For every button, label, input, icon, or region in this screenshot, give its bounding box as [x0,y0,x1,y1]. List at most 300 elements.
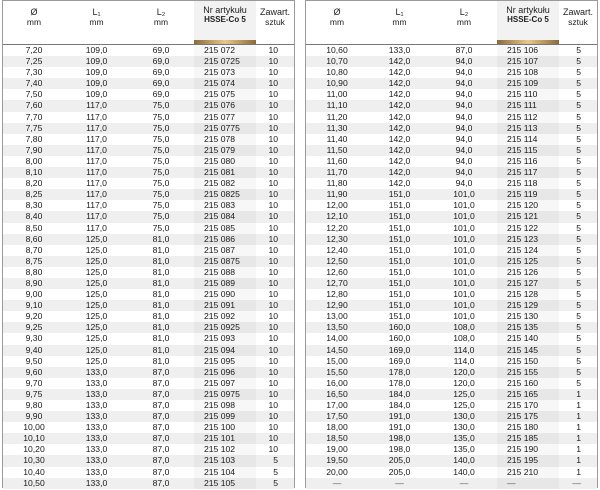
cell-diameter: 11,90 [326,189,348,200]
cell-l2: 101,0 [453,255,475,266]
cell-diameter: 11,50 [326,144,348,155]
table-row [3,444,294,455]
cell-qty: 10 [268,333,278,344]
cell-l1: 117,0 [86,144,107,155]
cell-l1: 125,0 [85,255,108,266]
cell-article: 215 072 [194,45,256,56]
cell-l2: 114,0 [453,355,475,366]
cell-article: 215 120 [497,200,559,211]
cell-l2: 87,0 [152,366,170,377]
cell-article: 215 115 [497,145,559,156]
cell-diameter: 15,00 [326,355,348,366]
cell-l1: 151,0 [388,311,411,322]
cell-diameter: 11,10 [326,100,348,111]
cell-l1: 178,0 [388,377,411,388]
cell-diameter: 11,80 [326,178,348,189]
header-l1-symbol: L₁ [92,7,101,17]
table-row [306,433,597,444]
cell-l1: 133,0 [388,45,411,55]
cell-l2: 101,0 [453,300,475,311]
table-row [3,478,294,489]
cell-l2: 75,0 [152,155,170,166]
cell-l1: 142,0 [388,178,411,189]
cell-l1: 125,0 [85,244,108,255]
table-row [3,411,294,422]
cell-qty: 1 [576,455,581,466]
cell-diameter: 9,10 [25,300,43,311]
cell-qty: 5 [576,289,581,300]
cell-l1: 117,0 [86,222,107,233]
cell-diameter: 13,50 [326,322,348,333]
cell-l1: 142,0 [388,167,411,178]
cell-diameter: 7,90 [25,144,43,155]
cell-article: — [497,478,559,489]
table-row [3,356,294,367]
table-row [3,200,294,211]
header-l2 [431,1,497,44]
cell-l1: 142,0 [388,111,411,122]
cell-l1: 133,0 [85,444,108,455]
cell-l2: 75,0 [152,100,170,111]
cell-l2: 94,0 [455,89,473,100]
cell-qty: 1 [576,433,581,444]
cell-article: 215 102 [194,444,256,455]
cell-qty: 5 [576,111,581,122]
cell-diameter: 15,50 [326,366,348,377]
cell-l1: 125,0 [85,355,108,366]
table-row [306,134,597,145]
cell-article: 215 0825 [194,189,256,200]
cell-l1: 117,0 [86,211,107,222]
cell-diameter: 10,50 [23,477,45,488]
cell-article: 215 0975 [194,389,256,400]
cell-qty: 5 [576,89,581,100]
cell-qty: 10 [268,222,278,233]
cell-qty: 5 [576,100,581,111]
cell-diameter: 16,50 [326,388,348,399]
cell-l2: 75,0 [152,133,170,144]
cell-qty: 10 [268,178,278,189]
cell-l2: 101,0 [453,222,475,233]
table-row [3,189,294,200]
cell-diameter: 10,20 [23,444,45,455]
table-row [306,345,597,356]
header-l2-symbol: L₂ [156,7,166,17]
cell-article: 215 116 [497,156,559,167]
cell-l2: 81,0 [152,244,170,255]
cell-qty: 5 [576,244,581,255]
cell-qty: 1 [576,411,581,422]
cell-qty: 10 [268,167,278,178]
table-row [3,433,294,444]
table-row [306,422,597,433]
cell-l1: 160,0 [388,322,411,333]
table-row [306,356,597,367]
cell-l1: 142,0 [388,100,411,111]
cell-qty: 1 [576,388,581,399]
cell-diameter: 9,90 [25,411,43,422]
cell-diameter: 10,80 [326,67,348,78]
cell-l2: 69,0 [152,67,170,78]
cell-l2: 130,0 [453,422,475,433]
table-row [3,267,294,278]
cell-l1: 109,0 [85,78,108,89]
cell-article: 215 107 [497,56,559,67]
cell-article: 215 073 [194,67,256,78]
cell-qty: 5 [576,311,581,322]
table-row [3,223,294,234]
cell-l2: 81,0 [152,266,170,277]
cell-article: 215 091 [194,300,256,311]
table-row [3,245,294,256]
cell-l2: 75,0 [152,200,170,211]
cell-qty: 10 [268,89,278,100]
header-qty-line1: Zawart. [259,7,290,17]
cell-l2: 140,0 [453,455,475,466]
cell-l1: 133,0 [85,455,108,466]
table-row [3,178,294,189]
cell-l1: 142,0 [388,78,411,89]
cell-article: 215 082 [194,178,256,189]
cell-l2: 81,0 [152,277,170,288]
table-row [306,45,597,56]
cell-l2: 75,0 [152,211,170,222]
cell-l1: 133,0 [85,366,108,377]
cell-l2: 87,0 [152,377,170,388]
cell-l2: 101,0 [453,311,475,322]
table-row [306,78,597,89]
cell-article: 215 150 [497,356,559,367]
table-row [306,167,597,178]
cell-l2: 81,0 [152,311,170,322]
cell-qty: 5 [576,322,581,333]
cell-qty: 10 [268,211,278,222]
cell-l2: 94,0 [455,111,473,122]
cell-diameter: 20,00 [326,466,348,477]
cell-article: 215 108 [497,67,559,78]
cell-l2: 87,0 [152,388,170,399]
table-row [306,389,597,400]
cell-article: 215 123 [497,234,559,245]
cell-l2: 94,0 [455,144,473,155]
cell-diameter: 7,20 [25,45,43,55]
cell-qty: 10 [268,344,278,355]
cell-article: 215 079 [194,145,256,156]
cell-l2: 75,0 [152,189,170,200]
cell-l2: 94,0 [455,56,473,67]
cell-article: 215 114 [497,134,559,145]
cell-qty: 5 [576,155,581,166]
table-row [3,56,294,67]
cell-l1: 151,0 [388,277,411,288]
cell-qty: 10 [268,289,278,300]
cell-l2: 94,0 [455,100,473,111]
cell-l2: 87,0 [152,455,170,466]
cell-l1: 133,0 [85,433,108,444]
table-row [306,322,597,333]
cell-qty: 10 [268,144,278,155]
cell-qty: 1 [576,466,581,477]
cell-diameter: 10,40 [23,466,45,477]
cell-qty: 1 [576,400,581,410]
cell-qty: 5 [576,56,581,67]
cell-qty: 10 [268,189,278,200]
cell-article: 215 0875 [194,256,256,267]
header-diameter [3,1,65,44]
cell-l2: 120,0 [453,366,475,377]
table-row [306,333,597,344]
cell-l2: 69,0 [152,89,170,100]
cell-l2: 81,0 [152,322,170,333]
table-row [306,189,597,200]
cell-l2: 101,0 [453,244,475,255]
cell-l2: 81,0 [152,255,170,266]
cell-diameter: 9,80 [25,400,43,410]
table-row [306,444,597,455]
header-l2-symbol: L₂ [459,7,469,17]
table-row [3,78,294,89]
cell-diameter: 10,10 [23,433,45,444]
cell-l1: 109,0 [85,67,108,78]
table-row [3,123,294,134]
cell-l1: 117,0 [86,100,107,111]
cell-article: 215 180 [497,422,559,433]
table-row [3,400,294,411]
cell-article: 215 088 [194,267,256,278]
cell-diameter: 8,10 [25,167,43,178]
header-qty [256,1,294,44]
cell-l2: 101,0 [453,289,475,300]
cell-article: 215 099 [194,411,256,422]
header-article-line1: Nr artykułu [506,5,550,15]
cell-l1: 117,0 [86,155,107,166]
table-row [306,478,597,489]
header-l1 [65,1,128,44]
cell-l1: 184,0 [388,388,411,399]
cell-diameter: 12,70 [326,277,348,288]
table-row [3,278,294,289]
cell-qty: 5 [576,144,581,155]
cell-l2: 108,0 [453,322,475,333]
cell-l2: 94,0 [455,167,473,178]
table-row [3,145,294,156]
table-row [306,367,597,378]
cell-qty: 5 [576,78,581,89]
header-l2-unit: mm [456,17,472,27]
table-row [3,100,294,111]
table-row [306,467,597,478]
cell-diameter: 16,00 [326,377,348,388]
cell-l1: 151,0 [388,189,411,200]
cell-diameter: 14,50 [326,344,348,355]
cell-qty: 1 [576,422,581,433]
cell-qty: 10 [268,78,278,89]
cell-article: 215 074 [194,78,256,89]
cell-article: 215 077 [194,112,256,123]
cell-qty: 10 [268,100,278,111]
cell-article: 215 111 [497,100,559,111]
cell-diameter: 10,30 [23,455,45,466]
cell-l2: 81,0 [152,333,170,344]
cell-l1: 151,0 [388,244,411,255]
header-qty-line1: Zawart. [562,7,593,17]
cell-article: 215 113 [497,123,559,134]
cell-article: 215 087 [194,245,256,256]
cell-l1: 125,0 [85,277,108,288]
cell-l1: 133,0 [85,377,108,388]
cell-l2: 87,0 [152,433,170,444]
cell-article: 215 112 [497,112,559,123]
cell-l1: 125,0 [85,233,108,244]
cell-qty: 10 [268,277,278,288]
header-l2 [128,1,194,44]
header-article [194,1,256,44]
cell-article: 215 122 [497,223,559,234]
cell-diameter: 12,90 [326,300,348,311]
cell-l1: 151,0 [388,266,411,277]
cell-l1: 125,0 [85,266,108,277]
cell-article: 215 085 [194,223,256,234]
cell-qty: 5 [576,222,581,233]
cell-diameter: 9,25 [25,322,43,333]
cell-diameter: 18,00 [326,422,348,433]
header-article-line2: HSSE-Co 5 [507,15,549,24]
cell-qty: 5 [576,233,581,244]
cell-qty: 10 [268,233,278,244]
table-row [3,67,294,78]
header-diameter [306,1,368,44]
cell-article: 215 109 [497,78,559,89]
cell-diameter: 12,50 [326,255,348,266]
cell-l1: 151,0 [388,211,411,222]
cell-diameter: 8,30 [25,200,43,211]
table-row [3,89,294,100]
table-row [306,400,597,411]
cell-l1: 151,0 [388,233,411,244]
cell-article: 215 078 [194,134,256,145]
cell-l1: 125,0 [85,300,108,311]
cell-article: 215 081 [194,167,256,178]
cell-article: 215 124 [497,245,559,256]
table-row [306,100,597,111]
cell-l2: 94,0 [455,178,473,189]
cell-l1: 133,0 [85,477,108,488]
cell-article: 215 126 [497,267,559,278]
table-row [3,234,294,245]
cell-l2: 101,0 [453,233,475,244]
cell-l1: 142,0 [388,122,411,133]
cell-l1: 142,0 [388,67,411,78]
cell-l2: 87,0 [152,411,170,422]
table-row [306,156,597,167]
cell-l2: 101,0 [453,277,475,288]
header-accent-bar [194,40,256,44]
table-row [3,311,294,322]
cell-diameter: 17,00 [326,400,348,410]
cell-l1: 117,0 [86,178,107,189]
cell-article: 215 083 [194,200,256,211]
left-rows [3,45,294,489]
header-article-line2: HSSE-Co 5 [204,15,246,24]
cell-diameter: 7,75 [25,122,43,133]
table-row [306,267,597,278]
cell-l2: 94,0 [455,78,473,89]
cell-qty: 10 [268,444,278,455]
cell-qty: 10 [268,411,278,422]
cell-article: 215 195 [497,455,559,466]
cell-article: 215 119 [497,189,559,200]
cell-l2: 75,0 [152,111,170,122]
cell-qty: 10 [268,388,278,399]
header-diameter-symbol: Ø [30,7,38,17]
cell-l1: 151,0 [388,289,411,300]
cell-diameter: 10,00 [23,422,45,433]
header-l1-unit: mm [89,17,104,27]
cell-l2: 69,0 [152,45,170,55]
cell-qty: 5 [576,189,581,200]
cell-qty: 10 [268,67,278,78]
cell-article: 215 129 [497,300,559,311]
cell-diameter: 12,60 [326,266,348,277]
cell-qty: 10 [268,133,278,144]
cell-l1: 205,0 [388,455,411,466]
cell-article: 215 110 [497,89,559,100]
table-row [306,300,597,311]
cell-diameter: 12,00 [326,200,348,211]
cell-article: 215 145 [497,345,559,356]
cell-l1: 151,0 [388,300,411,311]
cell-l2: — [459,477,469,488]
cell-article: 215 098 [194,400,256,411]
left-table [2,0,295,488]
cell-l2: 75,0 [152,167,170,178]
cell-article: 215 121 [497,211,559,222]
cell-qty: 5 [576,122,581,133]
cell-article: 215 094 [194,345,256,356]
cell-article: 215 084 [194,211,256,222]
cell-article: 215 076 [194,100,256,111]
table-header [3,1,294,45]
table-row [3,134,294,145]
table-row [306,200,597,211]
cell-qty: — [572,477,581,488]
cell-l2: 87,0 [152,422,170,433]
cell-diameter: 9,60 [25,366,43,377]
cell-diameter: 12,80 [326,289,348,300]
cell-article: 215 127 [497,278,559,289]
cell-diameter: 9,20 [25,311,43,322]
cell-l1: 109,0 [85,45,108,55]
cell-diameter: 9,75 [25,388,43,399]
header-l1-symbol: L₁ [395,7,404,17]
cell-l2: 81,0 [152,233,170,244]
cell-l2: 69,0 [152,56,170,67]
header-qty-line2: sztuk [265,17,285,27]
cell-article: 215 140 [497,333,559,344]
table-row [3,345,294,356]
cell-l1: 169,0 [388,344,411,355]
cell-article: 215 175 [497,411,559,422]
table-row [306,89,597,100]
cell-l1: 117,0 [86,167,107,178]
cell-l1: 125,0 [85,311,108,322]
cell-l2: 75,0 [152,144,170,155]
table-row [306,278,597,289]
cell-l1: 125,0 [85,322,108,333]
table-row [306,378,597,389]
cell-qty: 5 [576,167,581,178]
cell-qty: 10 [268,244,278,255]
